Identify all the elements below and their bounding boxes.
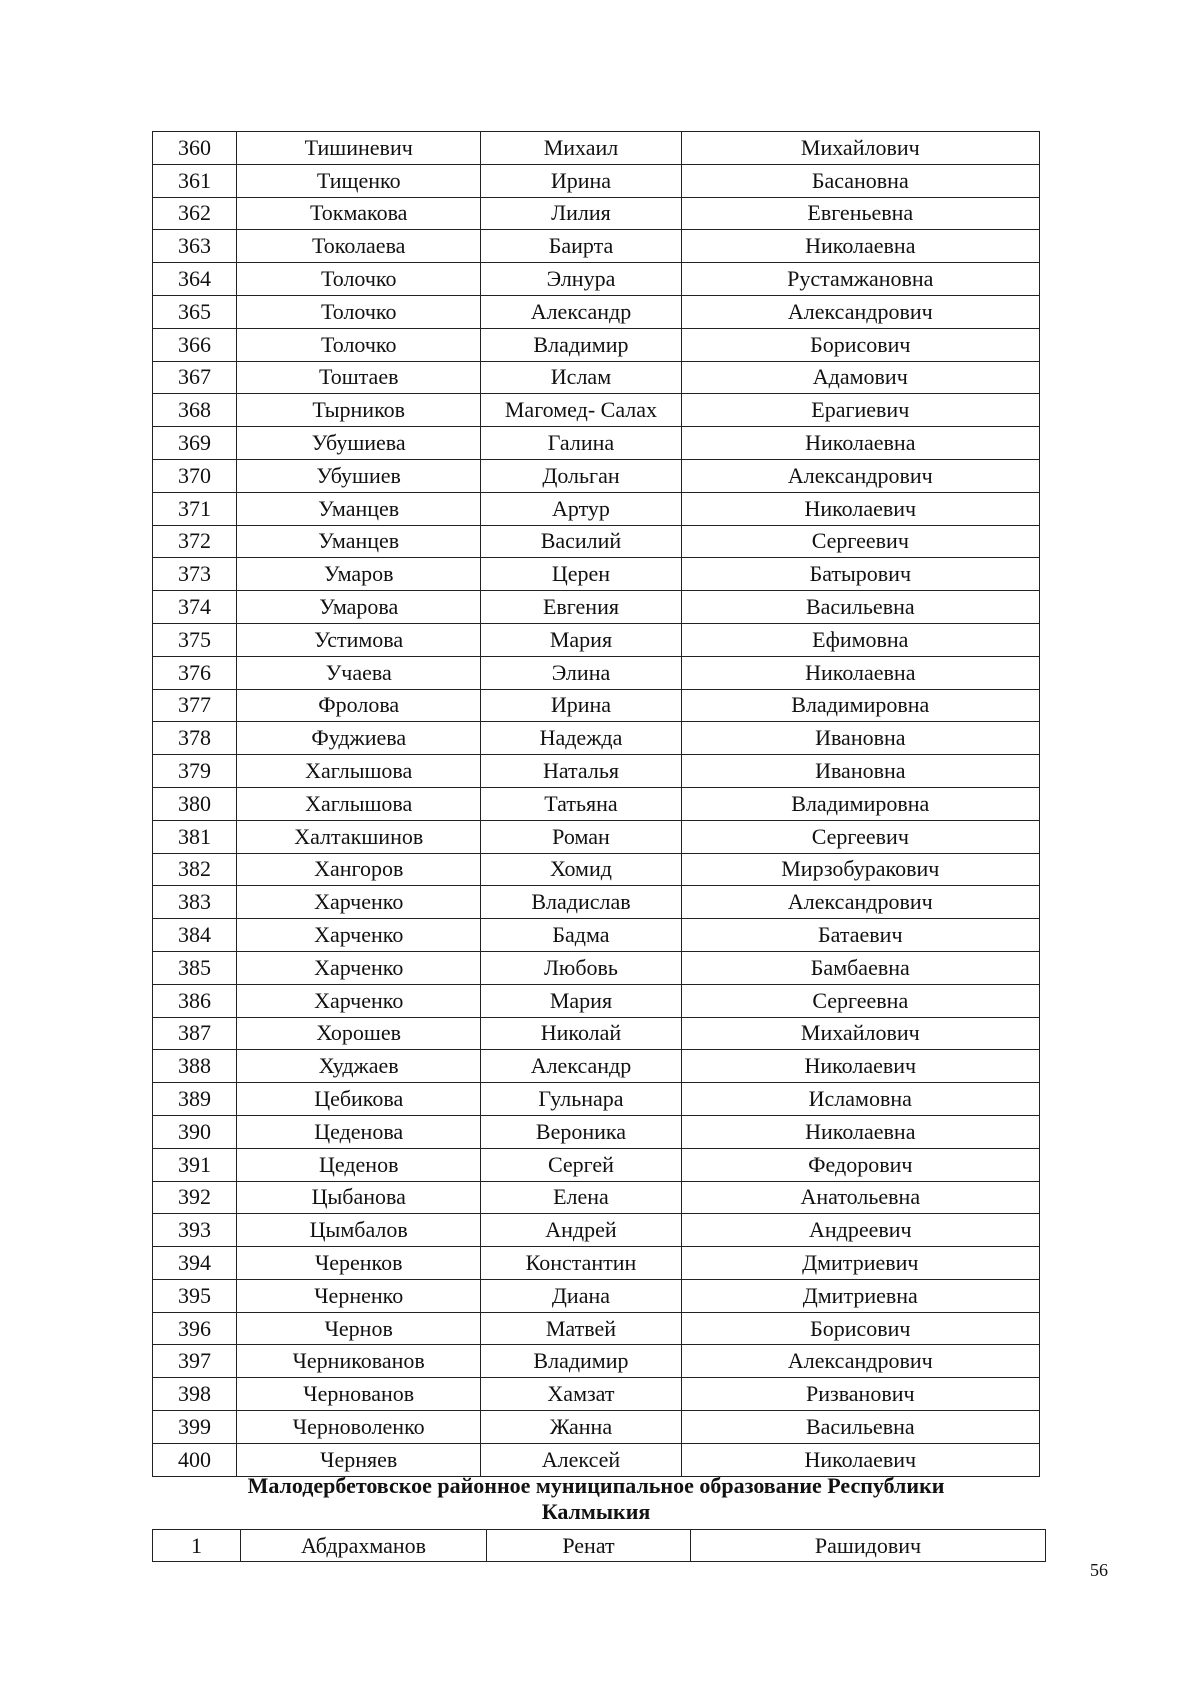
first-name-cell: Ислам — [481, 361, 681, 394]
row-number-cell: 391 — [153, 1148, 237, 1181]
patronymic-cell: Владимировна — [681, 689, 1039, 722]
row-number-cell: 374 — [153, 591, 237, 624]
first-name-cell: Элина — [481, 656, 681, 689]
first-name-cell: Александр — [481, 295, 681, 328]
patronymic-cell: Сергеевич — [681, 820, 1039, 853]
row-number-cell: 364 — [153, 263, 237, 296]
table-row — [153, 1378, 1040, 1411]
section-heading — [152, 1473, 1040, 1525]
first-name-cell: Мария — [481, 984, 681, 1017]
patronymic-cell: Бамбаевна — [681, 951, 1039, 984]
table-row — [153, 263, 1040, 296]
patronymic-cell: Адамович — [681, 361, 1039, 394]
last-name-cell: Толочко — [237, 328, 481, 361]
patronymic-cell: Андреевич — [681, 1214, 1039, 1247]
table-row — [153, 1312, 1040, 1345]
patronymic-cell: Рашидович — [691, 1530, 1046, 1562]
table-row — [153, 984, 1040, 1017]
persons-table-body — [153, 132, 1040, 1477]
last-name-cell: Цымбалов — [237, 1214, 481, 1247]
patronymic-cell: Дмитриевна — [681, 1279, 1039, 1312]
table-row — [153, 164, 1040, 197]
first-name-cell: Андрей — [481, 1214, 681, 1247]
first-name-cell: Любовь — [481, 951, 681, 984]
first-name-cell: Владислав — [481, 886, 681, 919]
first-name-cell: Баирта — [481, 230, 681, 263]
patronymic-cell: Николаевна — [681, 1115, 1039, 1148]
table-row — [153, 853, 1040, 886]
row-number-cell: 373 — [153, 558, 237, 591]
row-number-cell: 388 — [153, 1050, 237, 1083]
section-heading-line-2: Калмыкия — [541, 1499, 651, 1524]
row-number-cell: 375 — [153, 623, 237, 656]
last-name-cell: Худжаев — [237, 1050, 481, 1083]
first-name-cell: Церен — [481, 558, 681, 591]
last-name-cell: Убушиев — [237, 459, 481, 492]
last-name-cell: Умарова — [237, 591, 481, 624]
row-number-cell: 394 — [153, 1247, 237, 1280]
last-name-cell: Фролова — [237, 689, 481, 722]
first-name-cell: Магомед- Салах — [481, 394, 681, 427]
row-number-cell: 372 — [153, 525, 237, 558]
patronymic-cell: Дмитриевич — [681, 1247, 1039, 1280]
row-number-cell: 397 — [153, 1345, 237, 1378]
table-row — [153, 132, 1040, 165]
row-number-cell: 361 — [153, 164, 237, 197]
patronymic-cell: Михайлович — [681, 132, 1039, 165]
patronymic-cell: Михайлович — [681, 1017, 1039, 1050]
last-name-cell: Хангоров — [237, 853, 481, 886]
last-name-cell: Уманцев — [237, 492, 481, 525]
row-number-cell: 386 — [153, 984, 237, 1017]
row-number-cell: 368 — [153, 394, 237, 427]
table-row — [153, 787, 1040, 820]
row-number-cell: 366 — [153, 328, 237, 361]
row-number-cell: 384 — [153, 919, 237, 952]
row-number-cell: 381 — [153, 820, 237, 853]
first-name-cell: Артур — [481, 492, 681, 525]
row-number-cell: 378 — [153, 722, 237, 755]
last-name-cell: Устимова — [237, 623, 481, 656]
first-name-cell: Евгения — [481, 591, 681, 624]
patronymic-cell: Ефимовна — [681, 623, 1039, 656]
patronymic-cell: Ивановна — [681, 755, 1039, 788]
patronymic-cell: Николаевна — [681, 230, 1039, 263]
last-name-cell: Толочко — [237, 295, 481, 328]
last-name-cell: Харченко — [237, 951, 481, 984]
last-name-cell: Цебикова — [237, 1083, 481, 1116]
patronymic-cell: Николаевна — [681, 656, 1039, 689]
table-row — [153, 1083, 1040, 1116]
patronymic-cell: Сергеевич — [681, 525, 1039, 558]
last-name-cell: Харченко — [237, 886, 481, 919]
last-name-cell: Фуджиева — [237, 722, 481, 755]
row-number-cell: 398 — [153, 1378, 237, 1411]
first-name-cell: Дольган — [481, 459, 681, 492]
last-name-cell: Токмакова — [237, 197, 481, 230]
last-name-cell: Черенков — [237, 1247, 481, 1280]
table-row — [153, 459, 1040, 492]
row-number-cell: 365 — [153, 295, 237, 328]
last-name-cell: Черникованов — [237, 1345, 481, 1378]
patronymic-cell: Александрович — [681, 459, 1039, 492]
table-row — [153, 492, 1040, 525]
patronymic-cell: Николаевич — [681, 492, 1039, 525]
table-row — [153, 1181, 1040, 1214]
patronymic-cell: Александрович — [681, 295, 1039, 328]
first-name-cell: Ирина — [481, 689, 681, 722]
row-number-cell: 399 — [153, 1411, 237, 1444]
patronymic-cell: Васильевна — [681, 1411, 1039, 1444]
first-name-cell: Лилия — [481, 197, 681, 230]
table-row — [153, 951, 1040, 984]
last-name-cell: Хаглышова — [237, 755, 481, 788]
row-number-cell: 367 — [153, 361, 237, 394]
patronymic-cell: Борисович — [681, 1312, 1039, 1345]
table-row — [153, 1214, 1040, 1247]
table-row — [153, 689, 1040, 722]
row-number-cell: 370 — [153, 459, 237, 492]
table-row — [153, 197, 1040, 230]
first-name-cell: Матвей — [481, 1312, 681, 1345]
section-persons-table-body — [153, 1530, 1046, 1562]
section-heading-line-1: Малодербетовское районное муниципальное образование Республики — [247, 1473, 945, 1498]
first-name-cell: Татьяна — [481, 787, 681, 820]
row-number-cell: 376 — [153, 656, 237, 689]
row-number-cell: 362 — [153, 197, 237, 230]
table-row — [153, 1411, 1040, 1444]
first-name-cell: Бадма — [481, 919, 681, 952]
patronymic-cell: Борисович — [681, 328, 1039, 361]
row-number-cell: 383 — [153, 886, 237, 919]
table-row — [153, 361, 1040, 394]
table-row — [153, 1345, 1040, 1378]
patronymic-cell: Рустамжановна — [681, 263, 1039, 296]
patronymic-cell: Александрович — [681, 1345, 1039, 1378]
row-number-cell: 380 — [153, 787, 237, 820]
first-name-cell: Наталья — [481, 755, 681, 788]
patronymic-cell: Евгеньевна — [681, 197, 1039, 230]
patronymic-cell: Николаевич — [681, 1050, 1039, 1083]
table-row — [153, 656, 1040, 689]
patronymic-cell: Мирзобуракович — [681, 853, 1039, 886]
first-name-cell: Михаил — [481, 132, 681, 165]
table-row — [153, 1115, 1040, 1148]
row-number-cell: 392 — [153, 1181, 237, 1214]
table-row — [153, 1279, 1040, 1312]
row-number-cell: 379 — [153, 755, 237, 788]
row-number-cell: 400 — [153, 1443, 237, 1476]
last-name-cell: Тоштаев — [237, 361, 481, 394]
patronymic-cell: Александрович — [681, 886, 1039, 919]
table-row — [153, 427, 1040, 460]
patronymic-cell: Батаевич — [681, 919, 1039, 952]
patronymic-cell: Николаевна — [681, 427, 1039, 460]
first-name-cell: Гульнара — [481, 1083, 681, 1116]
row-number-cell: 385 — [153, 951, 237, 984]
patronymic-cell: Ерагиевич — [681, 394, 1039, 427]
last-name-cell: Абдрахманов — [241, 1530, 487, 1562]
table-row — [153, 755, 1040, 788]
table-row — [153, 558, 1040, 591]
row-number-cell: 371 — [153, 492, 237, 525]
last-name-cell: Убушиева — [237, 427, 481, 460]
table-row — [153, 886, 1040, 919]
table-row — [153, 394, 1040, 427]
row-number-cell: 377 — [153, 689, 237, 722]
table-row — [153, 295, 1040, 328]
first-name-cell: Мария — [481, 623, 681, 656]
row-number-cell: 395 — [153, 1279, 237, 1312]
row-number-cell: 360 — [153, 132, 237, 165]
last-name-cell: Умаров — [237, 558, 481, 591]
first-name-cell: Надежда — [481, 722, 681, 755]
last-name-cell: Тищенко — [237, 164, 481, 197]
patronymic-cell: Исламовна — [681, 1083, 1039, 1116]
first-name-cell: Ренат — [487, 1530, 691, 1562]
last-name-cell: Черненко — [237, 1279, 481, 1312]
first-name-cell: Алексей — [481, 1443, 681, 1476]
row-number-cell: 382 — [153, 853, 237, 886]
patronymic-cell: Батырович — [681, 558, 1039, 591]
first-name-cell: Элнура — [481, 263, 681, 296]
table-row — [153, 1530, 1046, 1562]
first-name-cell: Ирина — [481, 164, 681, 197]
table-row — [153, 1247, 1040, 1280]
table-row — [153, 591, 1040, 624]
page-number: 56 — [1090, 1560, 1108, 1580]
first-name-cell: Хомид — [481, 853, 681, 886]
table-row — [153, 328, 1040, 361]
last-name-cell: Цеденов — [237, 1148, 481, 1181]
row-number-cell: 387 — [153, 1017, 237, 1050]
row-number-cell: 363 — [153, 230, 237, 263]
patronymic-cell: Васильевна — [681, 591, 1039, 624]
first-name-cell: Диана — [481, 1279, 681, 1312]
first-name-cell: Александр — [481, 1050, 681, 1083]
table-row — [153, 623, 1040, 656]
last-name-cell: Тишиневич — [237, 132, 481, 165]
last-name-cell: Толочко — [237, 263, 481, 296]
persons-table — [152, 131, 1040, 1477]
table-row — [153, 820, 1040, 853]
patronymic-cell: Сергеевна — [681, 984, 1039, 1017]
first-name-cell: Сергей — [481, 1148, 681, 1181]
first-name-cell: Хамзат — [481, 1378, 681, 1411]
table-row — [153, 1017, 1040, 1050]
last-name-cell: Цеденова — [237, 1115, 481, 1148]
last-name-cell: Уманцев — [237, 525, 481, 558]
row-number-cell: 393 — [153, 1214, 237, 1247]
patronymic-cell: Анатольевна — [681, 1181, 1039, 1214]
last-name-cell: Харченко — [237, 984, 481, 1017]
first-name-cell: Елена — [481, 1181, 681, 1214]
first-name-cell: Василий — [481, 525, 681, 558]
first-name-cell: Жанна — [481, 1411, 681, 1444]
row-number-cell: 1 — [153, 1530, 241, 1562]
patronymic-cell: Федорович — [681, 1148, 1039, 1181]
table-row — [153, 1443, 1040, 1476]
last-name-cell: Чернованов — [237, 1378, 481, 1411]
last-name-cell: Токолаева — [237, 230, 481, 263]
table-row — [153, 1050, 1040, 1083]
last-name-cell: Харченко — [237, 919, 481, 952]
first-name-cell: Константин — [481, 1247, 681, 1280]
row-number-cell: 369 — [153, 427, 237, 460]
last-name-cell: Учаева — [237, 656, 481, 689]
table-row — [153, 525, 1040, 558]
table-row — [153, 1148, 1040, 1181]
last-name-cell: Хорошев — [237, 1017, 481, 1050]
last-name-cell: Халтакшинов — [237, 820, 481, 853]
last-name-cell: Цыбанова — [237, 1181, 481, 1214]
first-name-cell: Вероника — [481, 1115, 681, 1148]
last-name-cell: Тырников — [237, 394, 481, 427]
last-name-cell: Чернов — [237, 1312, 481, 1345]
patronymic-cell: Николаевич — [681, 1443, 1039, 1476]
first-name-cell: Роман — [481, 820, 681, 853]
table-row — [153, 230, 1040, 263]
first-name-cell: Владимир — [481, 328, 681, 361]
first-name-cell: Николай — [481, 1017, 681, 1050]
patronymic-cell: Ивановна — [681, 722, 1039, 755]
last-name-cell: Хаглышова — [237, 787, 481, 820]
table-row — [153, 919, 1040, 952]
table-row — [153, 722, 1040, 755]
row-number-cell: 390 — [153, 1115, 237, 1148]
patronymic-cell: Владимировна — [681, 787, 1039, 820]
first-name-cell: Владимир — [481, 1345, 681, 1378]
first-name-cell: Галина — [481, 427, 681, 460]
row-number-cell: 389 — [153, 1083, 237, 1116]
section-persons-table — [152, 1529, 1046, 1562]
patronymic-cell: Басановна — [681, 164, 1039, 197]
row-number-cell: 396 — [153, 1312, 237, 1345]
patronymic-cell: Ризванович — [681, 1378, 1039, 1411]
last-name-cell: Черноволенко — [237, 1411, 481, 1444]
last-name-cell: Черняев — [237, 1443, 481, 1476]
